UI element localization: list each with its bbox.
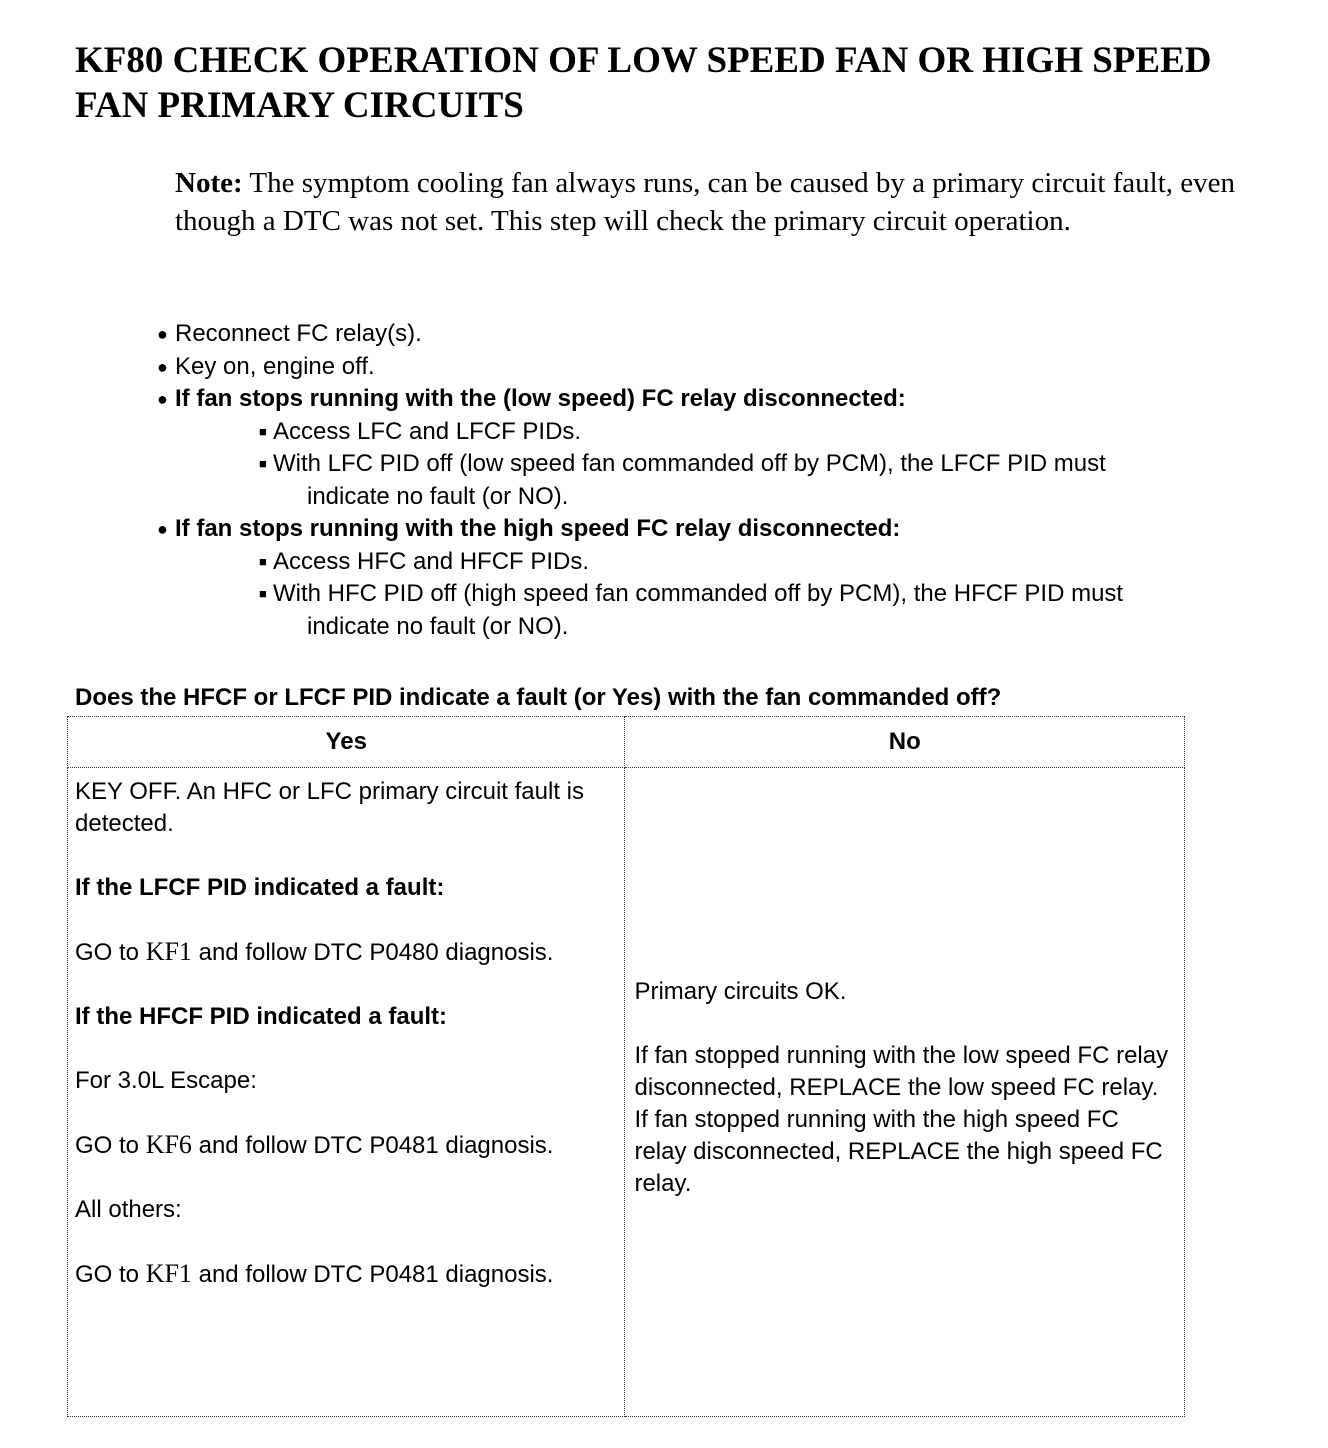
step-item (157, 351, 1317, 384)
text-span: GO to (75, 1132, 146, 1159)
text-span: GO to (75, 939, 146, 966)
table-header-row (68, 717, 1185, 768)
note-text: The symptom cooling fan always runs, can be caused by a primary circuit fault, even though a DTC was not set. This step will check the primary circuit operation. (175, 167, 1236, 237)
sub-step-line: With LFC PID off (low speed fan commanded off by PCM), the LFCF PID must (273, 450, 1106, 477)
step-text: If fan stops running with the (low speed) FC relay disconnected: (175, 385, 906, 412)
sub-step-item (157, 448, 1317, 513)
answer-table (67, 716, 1185, 1417)
yes-paragraph (75, 936, 616, 969)
yes-paragraph: If the HFCF PID indicated a fault: (75, 1003, 448, 1030)
step-item (157, 383, 1317, 416)
yes-cell (68, 768, 625, 1417)
step-text: If fan stops running with the high speed FC relay disconnected: (175, 515, 901, 542)
sub-step-text: Access LFC and LFCF PIDs. (273, 417, 582, 445)
step-text: Reconnect FC relay(s). (175, 320, 422, 347)
step-item (157, 318, 1317, 351)
sub-step-line: With HFC PID off (high speed fan commanded off by PCM), the HFCF PID must (273, 580, 1124, 607)
table-row (68, 768, 1185, 1417)
note (175, 164, 1275, 240)
step-item (157, 513, 1317, 546)
yes-paragraph (75, 1258, 616, 1291)
kf6-link[interactable]: KF6 (145, 1130, 192, 1159)
square-bullet-icon: ■ (259, 423, 267, 439)
text-span: and follow DTC P0481 diagnosis. (191, 1132, 554, 1159)
no-paragraph: If fan stopped running with the low speed FC relay disconnected, REPLACE the low speed FC relay. If fan stopped running with the high speed FC relay disconnected, REPLACE the high speed FC relay. (634, 1042, 1169, 1197)
square-bullet-icon: ■ (259, 553, 267, 569)
steps-list (157, 318, 1317, 643)
bullet-icon: ● (157, 389, 168, 409)
bullet-icon: ● (157, 519, 168, 539)
sub-step-item (157, 416, 1317, 449)
yes-paragraph: All others: (75, 1196, 182, 1223)
no-header: No (625, 717, 1185, 768)
no-cell (625, 768, 1185, 1417)
square-bullet-icon: ■ (259, 456, 267, 471)
yes-paragraph: KEY OFF. An HFC or LFC primary circuit fault is detected. (75, 778, 585, 837)
bullet-icon: ● (157, 324, 168, 344)
page-title: KF80 CHECK OPERATION OF LOW SPEED FAN OR HIGH SPEED FAN PRIMARY CIRCUITS (75, 40, 1212, 126)
yes-paragraph (75, 1129, 616, 1162)
sub-step-text: Access HFC and HFCF PIDs. (273, 547, 590, 575)
sub-step-line: indicate no fault (or NO). (307, 482, 569, 510)
sub-step-item (157, 546, 1317, 579)
text-span: GO to (75, 1261, 146, 1288)
sub-step-item (157, 578, 1317, 643)
kf1-link[interactable]: KF1 (145, 1259, 192, 1288)
kf1-link[interactable]: KF1 (145, 937, 192, 966)
yes-paragraph: For 3.0L Escape: (75, 1067, 257, 1094)
sub-step-line: indicate no fault (or NO). (307, 612, 569, 640)
text-span: and follow DTC P0480 diagnosis. (191, 939, 554, 966)
yes-paragraph: If the LFCF PID indicated a fault: (75, 874, 445, 901)
text-span: and follow DTC P0481 diagnosis. (191, 1261, 554, 1288)
sub-step-text (273, 448, 1317, 513)
note-label: Note: (175, 167, 243, 199)
square-bullet-icon: ■ (259, 586, 267, 601)
step-text: Key on, engine off. (175, 352, 375, 380)
yes-header: Yes (68, 717, 625, 768)
sub-step-text (273, 578, 1317, 643)
bullet-icon: ● (157, 356, 168, 377)
no-paragraph: Primary circuits OK. (634, 978, 847, 1005)
question: Does the HFCF or LFCF PID indicate a fault (or Yes) with the fan commanded off? (75, 684, 1002, 711)
